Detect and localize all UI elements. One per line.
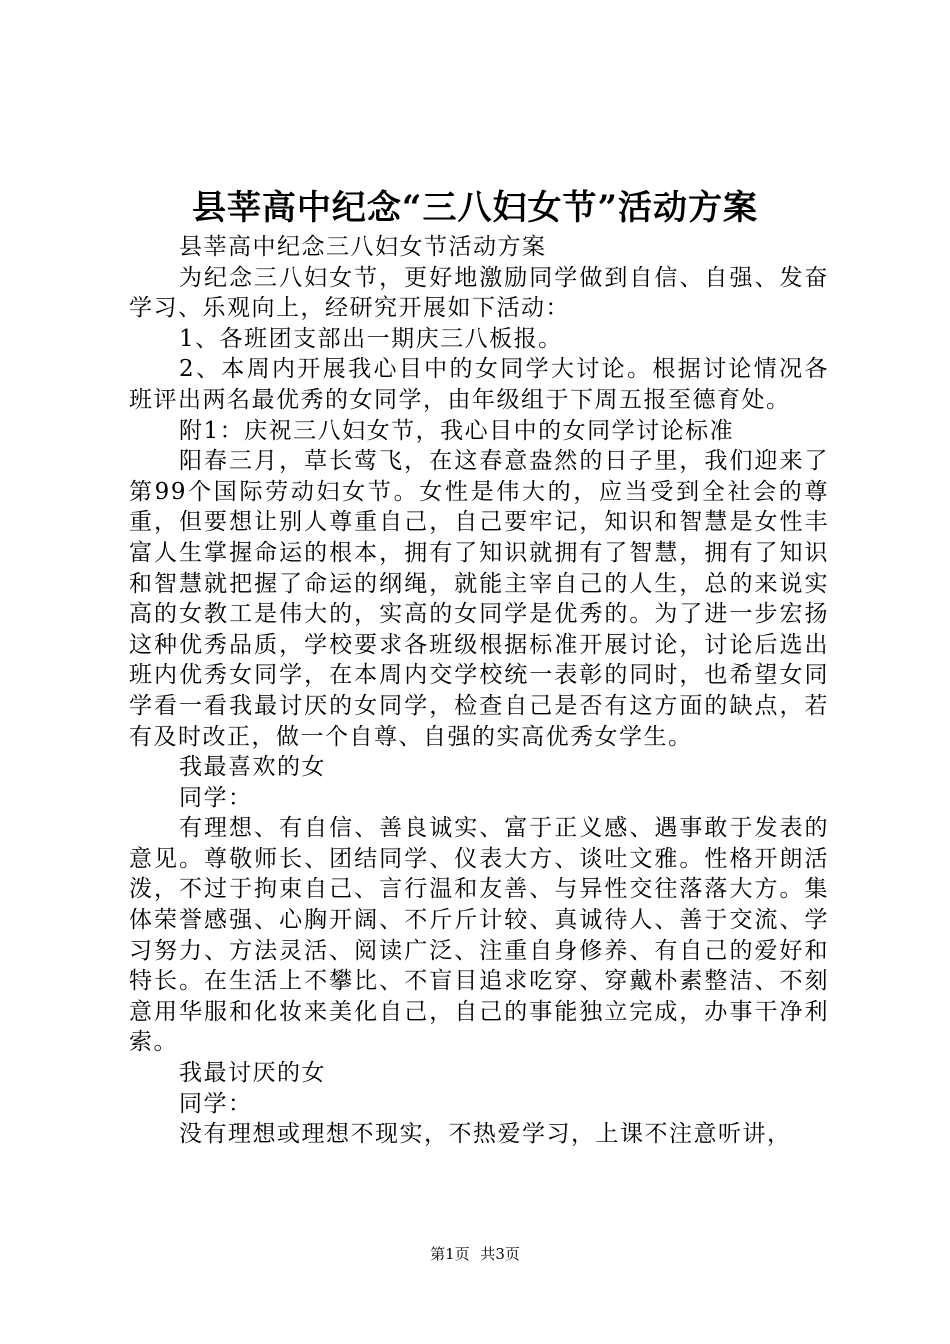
paragraph-intro: 为纪念三八妇女节，更好地激励同学做到自信、自强、发奋学习、乐观向上，经研究开展如下活动：	[129, 264, 829, 322]
document-title: 县莘高中纪念“三八妇女节”活动方案	[191, 188, 759, 228]
paragraph-item-2: 2、本周内开展我心目中的女同学大讨论。根据讨论情况各班评出两名最优秀的女同学，由年级组于下周五报至德育处。	[129, 356, 829, 413]
page-footer: 第1页 共3页	[430, 1245, 520, 1263]
paragraph-disliked-body: 没有理想或理想不现实，不热爱学习，上课不注意听讲，	[179, 1121, 792, 1148]
paragraph-favorite-heading-1: 我最喜欢的女	[179, 754, 326, 781]
paragraph-favorite-body: 有理想、有自信、善良诚实、富于正义感、遇事敢于发表的意见。尊敬师长、团结同学、仪表大方、谈吐文雅。性格开朗活泼，不过于拘束自己、言行温和友善、与异性交往落落大方。集体荣誉感强、心胸开阔、不斤斤计较、真诚待人、善于交流、学习努力、方法灵活、阅读广泛、注重自身修养、有自己的爱好和特长。在生活上不攀比、不盲目追求吃穿、穿戴朴素整洁、不刻意用华服和化妆来美化自己，自己的事能独立完成，办事干净利索。	[129, 815, 829, 1056]
paragraph-appendix-heading: 附1：庆祝三八妇女节，我心目中的女同学讨论标准	[179, 417, 735, 444]
paragraph-disliked-heading-2: 同学：	[179, 1090, 253, 1117]
paragraph-appendix-body: 阳春三月，草长莺飞，在这春意盎然的日子里，我们迎来了第99个国际劳动妇女节。女性是伟大的，应当受到全社会的尊重，但要想让别人尊重自己，自己要牢记，知识和智慧是女性丰富人生掌握命运的根本，拥有了知识就拥有了智慧，拥有了知识和智慧就把握了命运的纲绳，就能主宰自己的人生，总的来说实高的女教工是伟大的，实高的女同学是优秀的。为了进一步宏扬这种优秀品质，学校要求各班级根据标准开展讨论，讨论后选出班内优秀女同学，在本周内交学校统一表彰的同时，也希望女同学看一看我最讨厌的女同学，检查自己是否有这方面的缺点，若有及时改正，做一个自尊、自强的实高优秀女学生。	[129, 448, 829, 750]
paragraph-disliked-heading-1: 我最讨厌的女	[179, 1060, 326, 1087]
paragraph-favorite-heading-2: 同学：	[179, 784, 253, 811]
document-body	[129, 232, 829, 1150]
paragraph-item-1: 1、各班团支部出一期庆三八板报。	[179, 325, 563, 352]
paragraph-subtitle: 县莘高中纪念三八妇女节活动方案	[179, 234, 547, 260]
